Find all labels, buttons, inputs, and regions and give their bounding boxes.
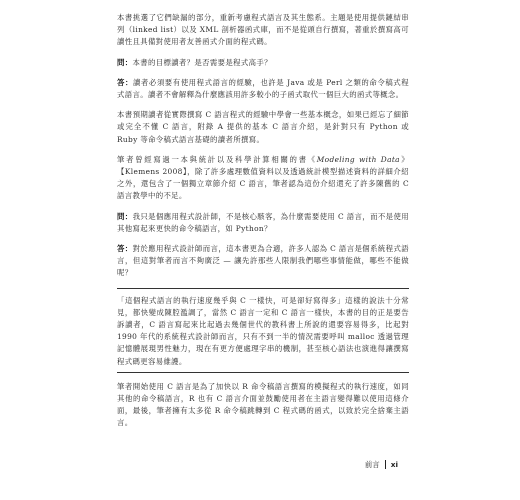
paragraph-previous-book <box>117 154 409 203</box>
question-target-readers <box>117 57 409 69</box>
answer-text: 對於應用程式設計師而言，這本書更為合適，許多人認為 C 語言是個系統程式語言，但這對筆者而言不夠廣泛 — 讓先許那些人限制我們哪些事情能做，哪些不能做呢？ <box>117 244 409 278</box>
question-text: 本書的目標讀者？是否需要是程式高手？ <box>132 57 272 67</box>
question-label: 問： <box>117 57 133 67</box>
answer-label: 答： <box>117 244 133 254</box>
page-body <box>117 12 409 438</box>
pull-quote: 「這個程式語言的執行速度幾乎與 C 一樣快，可是卻好寫得多」這樣的說法十分常見，都快變成陳腔濫調了，當然 C 語言一定和 C 語言一樣快，本書的目的正是要告訴讀者，C 語言寫起來比起過去幾個世代的教科書上所說的還要容易得多，比起對 1990 年代的系統程式設計師而言，只有不到一半的情況需要呼叫 malloc 透過管理記憶體展現男性魅力，現在有更方便處理字串的機制，甚至核心語法也演進得讓撰寫程式碼更容易維護。 <box>117 295 409 366</box>
answer-label: 答： <box>117 77 133 87</box>
answer-target-readers <box>117 77 409 101</box>
page-number: xi <box>390 460 398 469</box>
previous-book-title: Modeling with Data <box>316 154 400 164</box>
paragraph-intro: 本書挑選了它們缺漏的部分，重新考慮程式語言及其生態系。主題是使用提供鏈結串列（linked list）以及 XML 剖析器函式庫，而不是從頭自行撰寫，著重於撰寫高可讀性且具備對使用者友善函式介面的程式碼。 <box>117 13 409 47</box>
answer-why-c <box>117 243 409 280</box>
footer-divider <box>385 460 386 469</box>
quote-top-rule <box>117 288 409 289</box>
question-label: 問： <box>117 211 133 221</box>
previous-book-text-end: 》【Klemens 2008】，除了許多處理數值資料以及透過統計模型描述資料的詳細介紹之外，還包含了一個獨立章節介紹 C 語言，筆者認為這份介紹還充了許多陳舊的 C 語言教學中的不足。 <box>117 154 410 201</box>
quote-bottom-rule <box>117 372 409 373</box>
previous-book-text-start: 筆者曾經寫過一本與統計以及科學計算相關的書《 <box>117 154 317 164</box>
page-footer <box>0 459 398 470</box>
paragraph-c-background: 本書預期讀者從實際撰寫 C 語言程式的經驗中學會一些基本概念，如果已經忘了細節或完全不懂 C 語言，附錄 A 提供的基本 C 語言介紹，是針對只有 Python 或 Ruby 等命令稿式語言基礎的讀者所撰寫。 <box>117 110 409 144</box>
answer-text: 讀者必須要有使用程式語言的經驗，也許是 Java 或是 Perl 之類的命令稿式程式語言。讀者不會解釋為什麼應該用許多較小的子函式取代一個巨大的函式等概念。 <box>117 77 409 100</box>
question-text: 我只是個應用程式設計師，不是核心駭客，為什麼需要使用 C 語言，而不是使用其他寫起來更快的命令稿語言，如 Python？ <box>117 211 409 233</box>
footer-section-title: 前言 <box>364 460 380 469</box>
paragraph-r-origin: 筆者開始使用 C 語言是為了加快以 R 命令稿語言撰寫的模擬程式的執行速度，如同其他的命令稿語言，R 也有 C 語言介面並鼓勵使用者在主語言變得難以使用這條介面，最後，筆者擁有太多從 R 命令稿跳轉到 C 程式碼的函式，以致於完全捨棄主語言。 <box>117 381 409 428</box>
question-why-c <box>117 211 409 235</box>
